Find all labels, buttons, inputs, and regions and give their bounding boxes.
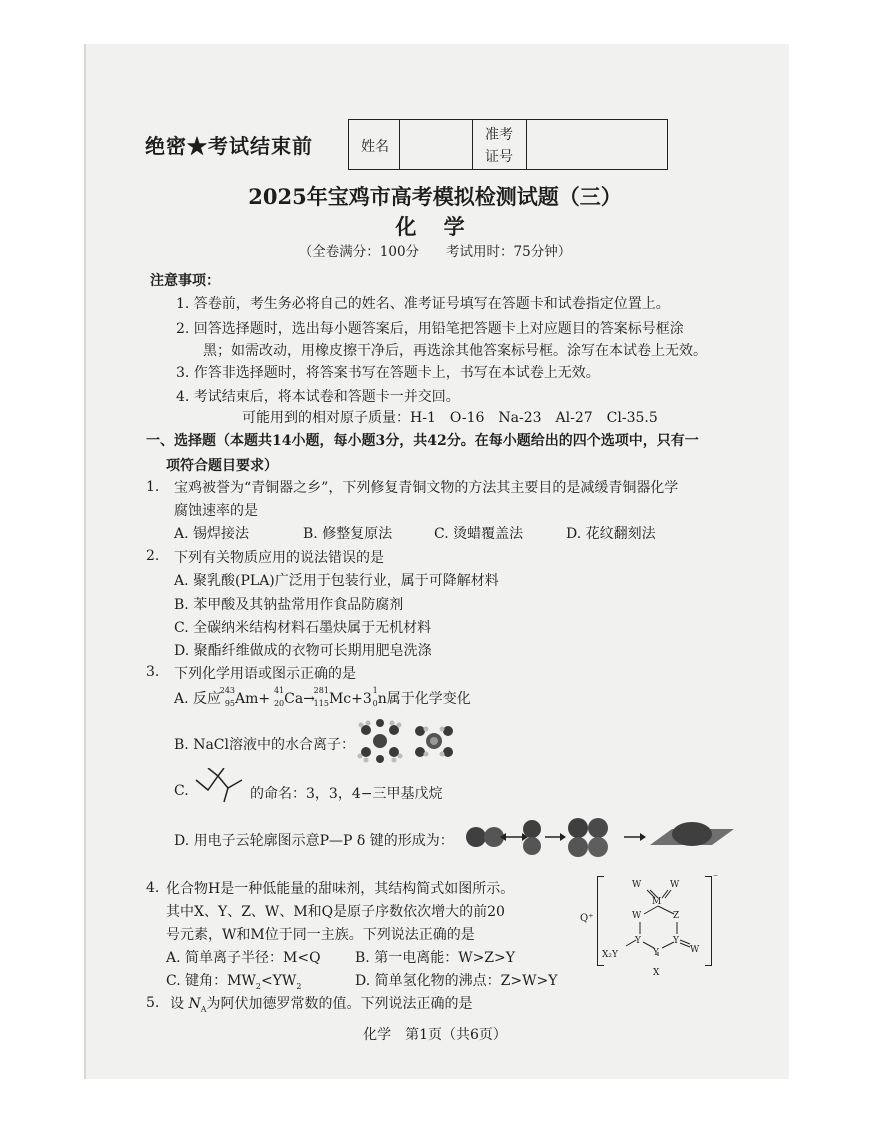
struct-atom-y: Y: [635, 936, 641, 946]
struct-atom-x: X: [653, 968, 660, 978]
note-item: 4. 考试结束后，将本试卷和答题卡一并交回。: [176, 389, 460, 405]
question-number: 2.: [146, 548, 160, 564]
option-c: C. 全碳纳米结构材料石墨炔属于无机材料: [174, 620, 432, 636]
note-item: 3. 作答非选择题时，将答案书写在答题卡上，书写在本试卷上无效。: [176, 365, 600, 381]
struct-atom-w: W: [632, 911, 642, 921]
confidential-label: 绝密★考试结束前: [145, 134, 313, 158]
struct-atom-w: W: [632, 880, 642, 890]
note-item-cont: 黑；如需改动，用橡皮擦干净后，再选涂其他答案标号框。涂写在本试卷上无效。: [203, 343, 707, 359]
subject-title: 化 学: [395, 214, 475, 239]
note-item: 1. 答卷前，考生务必将自己的姓名、准考证号填写在答题卡和试卷指定位置上。: [176, 296, 670, 312]
exam-id-label-line1: 准考: [485, 127, 513, 143]
question-number: 1.: [146, 479, 160, 495]
question-stem-cont: 其中X、Y、Z、W、M和Q是原子序数依次增大的前20: [166, 904, 505, 920]
exam-title: 2025年宝鸡市高考模拟检测试题（三）: [248, 184, 622, 209]
notes-heading: 注意事项：: [150, 273, 220, 289]
name-label: 姓名: [361, 139, 389, 155]
exam-meta: （全卷满分：100分 考试用时：75分钟）: [298, 244, 572, 260]
question-stem-cont: 号元素，W和M位于同一主族。下列说法正确的是: [166, 927, 475, 943]
struct-atom-y: Y: [653, 948, 659, 958]
option-d: D. 简单氢化物的沸点：Z>W>Y: [355, 973, 558, 989]
option-a: A. 反应 243 95 Am+ 41 20 Ca→ 281 115 Mc+3 1 0 n属于化学变化: [174, 686, 471, 708]
n-isotope: 1 0: [372, 686, 378, 708]
option-a: A. 锡焊接法: [174, 526, 250, 542]
struct-cation-label: Q⁺: [580, 913, 594, 924]
struct-atom-w: W: [670, 880, 680, 890]
name-label-cell: [349, 120, 400, 169]
option-b: B. 第一电离能：W>Z>Y: [355, 950, 516, 966]
exam-id-label-line2: 证号: [485, 149, 513, 165]
skeletal-formula-figure: [194, 768, 246, 806]
option-c-text: 的命名：3，3，4−三甲基戊烷: [250, 786, 443, 802]
am-isotope: 243 95: [219, 686, 236, 708]
question-stem: 设 $N_A$为阿伏加德罗常数的值。下列说法正确的是: [170, 996, 473, 1014]
struct-atom-w: W: [690, 945, 700, 955]
exam-id-label-cell: [473, 120, 527, 169]
hydrated-ion-figure: [354, 716, 464, 766]
candidate-info-box: [348, 119, 668, 170]
option-d: D. 用电子云轮廓图示意P—P δ 键的形成为：: [174, 833, 454, 849]
ca-isotope: 41 20: [273, 686, 285, 708]
question-number: 3.: [146, 664, 160, 680]
mc-isotope: 281 115: [313, 686, 329, 708]
option-c: C. 烫蜡覆盖法: [434, 526, 524, 542]
option-c: C. 键角：$MW_2<YW_2$: [166, 973, 302, 991]
section-heading: 一、选择题（本题共14小题，每小题3分，共42分。在每小题给出的四个选项中，只有一: [146, 433, 699, 449]
hydrated-cation: [358, 719, 403, 763]
option-a: A. 简单离子半径：M<Q: [166, 950, 321, 966]
exam-id-field[interactable]: [527, 120, 667, 169]
struct-atom-z: Z: [673, 911, 680, 921]
option-b: B. NaCl溶液中的水合离子：: [174, 737, 355, 753]
option-d: D. 花纹翻刻法: [566, 526, 656, 542]
struct-atom-y: Y: [673, 936, 679, 946]
question-number: 4.: [146, 880, 160, 896]
hydrated-anion: [415, 726, 453, 757]
option-d: D. 聚酯纤维做成的衣物可长期用肥皂洗涤: [174, 643, 432, 659]
struct-atom-m: M: [652, 897, 662, 907]
option-a-prefix: A. 反应: [174, 691, 222, 707]
question-stem-cont: 腐蚀速率的是: [174, 503, 258, 519]
section-heading-cont: 项符合题目要求）: [166, 458, 278, 474]
question-stem: 化合物H是一种低能量的甜味剂，其结构简式如图所示。: [166, 881, 515, 897]
option-b: B. 苯甲酸及其钠盐常用作食品防腐剂: [174, 597, 404, 613]
struct-charge: ⁻: [713, 873, 719, 884]
page-footer: 化学 第1页（共6页）: [363, 1027, 507, 1043]
question-number: 5.: [146, 995, 160, 1011]
note-item: 2. 回答选择题时，选出每小题答案后，用铅笔把答题卡上对应题目的答案标号框涂: [176, 321, 684, 337]
question-stem: 下列化学用语或图示正确的是: [174, 666, 356, 682]
name-field[interactable]: [400, 120, 473, 169]
option-a: A. 聚乳酸(PLA)广泛用于包装行业，属于可降解材料: [174, 573, 499, 589]
electron-cloud-figure: [462, 812, 737, 862]
option-c-label: C.: [174, 783, 189, 799]
atomic-masses: 可能用到的相对原子质量：H-1 O-16 Na-23 Al-27 Cl-35.5: [242, 410, 658, 426]
question-stem: 下列有关物质应用的说法错误的是: [174, 550, 384, 566]
question-stem: 宝鸡被誉为“青铜器之乡”，下列修复青铜文物的方法其主要目的是减缓青铜器化学: [174, 480, 679, 496]
option-b: B. 修整复原法: [303, 526, 393, 542]
struct-group-x2y: X₂Y: [602, 950, 618, 960]
